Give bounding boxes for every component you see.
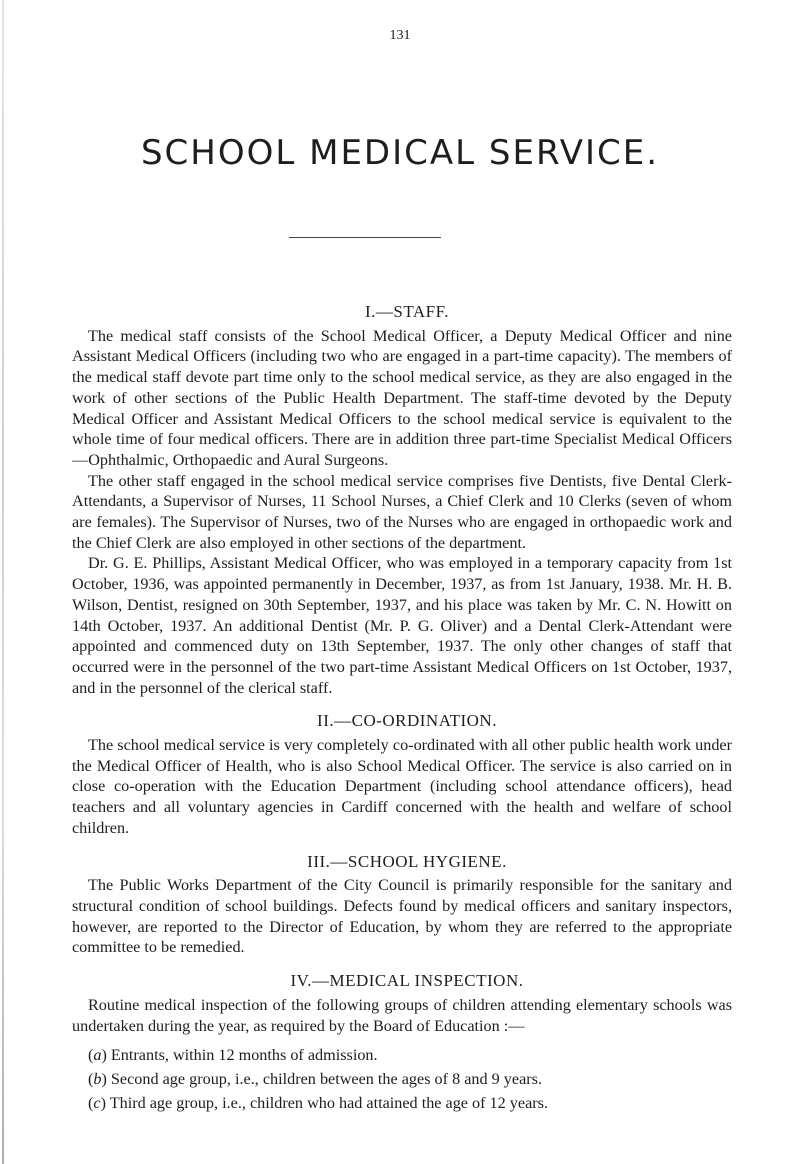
list-item: (a) Entrants, within 12 months of admission.: [88, 1046, 378, 1065]
list-item: (c) Third age group, i.e., children who had attained the age of 12 years.: [88, 1093, 548, 1112]
paragraph: The medical staff consists of the School Medical Officer, a Deputy Medical Officer and nine Assistant Medical Officers (including two who are engaged in a part-time capacity). The members of the medical staff devote part time only to the school medical service, as they are also engaged in the work of other sections of the Public Health Department. The staff-time devoted by the Deputy Medical Officer and Assistant Medical Officers to the school medical service is equivalent to the whole time of four medical officers. There are in addition three part-time Specialist Medical Officers—Ophthalmic, Orthopaedic and Aural Surgeons.: [72, 326, 732, 469]
list-item-text: Second age group, i.e., children between the ages of 8 and 9 years.: [110, 1069, 542, 1088]
section-school-hygiene: [72, 852, 732, 959]
list-item-text: Third age group, i.e., children who had attained the age of 12 years.: [109, 1093, 548, 1112]
paragraph: The Public Works Department of the City Council is primarily responsible for the sanitary and structural condition of school buildings. Defects found by medical officers and sanitary inspectors, however, are reported to the Director of Education, by whom they are referred to the appropriate committee to be remedied.: [72, 876, 732, 957]
list-marker: c: [93, 1093, 101, 1112]
section-heading: III.—SCHOOL HYGIENE.: [307, 851, 507, 871]
paragraph: Dr. G. E. Phillips, Assistant Medical Officer, who was employed in a temporary capacity from 1st October, 1936, was appointed permanently in December, 1937, as from 1st January, 1938. Mr. H. B. Wilson, Dentist, resigned on 30th September, 1937, and his place was taken by Mr. C. N. Howitt on 14th October, 1937. An additional Dentist (Mr. P. G. Oliver) and a Dental Clerk-Attendant were appointed and commenced duty on 13th September, 1937. The only other changes of staff that occurred were in the personnel of the two part-time Assistant Medical Officers on 1st October, 1937, and in the personnel of the clerical staff.: [72, 554, 732, 697]
section-medical-inspection: [72, 971, 732, 1113]
section-heading: IV.—MEDICAL INSPECTION.: [290, 971, 524, 991]
paragraph: The other staff engaged in the school medical service comprises five Dentists, five Dental Clerk-Attendants, a Supervisor of Nurses, 11 School Nurses, a Chief Clerk and 10 Clerks (seven of whom are females). The Supervisor of Nurses, two of the Nurses who are engaged in orthopaedic work and the Chief Clerk are also employed in other sections of the department.: [72, 471, 732, 552]
page-number: 131: [389, 28, 411, 43]
list-item: (b) Second age group, i.e., children between the ages of 8 and 9 years.: [88, 1069, 542, 1088]
list-marker: b: [93, 1069, 102, 1088]
section-heading: II.—CO-ORDINATION.: [317, 711, 497, 731]
section-co-ordination: [72, 711, 732, 838]
inspection-groups-list: [72, 1045, 732, 1113]
section-staff: [72, 302, 732, 698]
scan-edge: [2, 0, 4, 1164]
list-item-text: Entrants, within 12 months of admission.: [110, 1046, 378, 1065]
list-marker: a: [93, 1046, 102, 1065]
paragraph: The school medical service is very completely co-ordinated with all other public health work under the Medical Officer of Health, who is also School Medical Officer. The service is also carried on in close co-operation with the Education Department (including school attendance officers), head teachers and all voluntary agencies in Cardiff concerned with the health and welfare of school children.: [72, 736, 732, 837]
section-heading: I.—STAFF.: [365, 302, 449, 321]
document-body: [72, 302, 732, 1116]
title-divider: [289, 237, 441, 238]
page-title: SCHOOL MEDICAL SERVICE.: [140, 133, 660, 173]
paragraph: Routine medical inspection of the following groups of children attending elementary schools was undertaken during the year, as required by the Board of Education :—: [72, 995, 732, 1035]
